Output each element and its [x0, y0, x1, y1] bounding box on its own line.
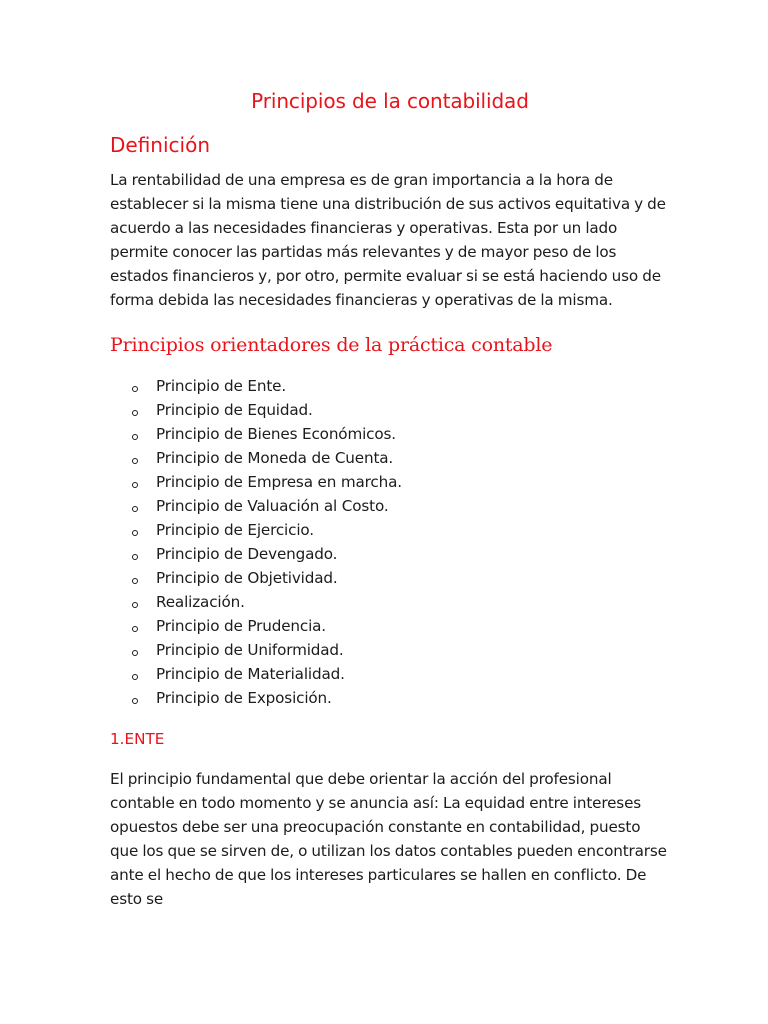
list-item [110, 566, 670, 590]
definition-heading: Definición [110, 133, 210, 157]
bullet-circle-icon [132, 434, 138, 440]
list-item [110, 614, 670, 638]
ente-paragraph: El principio fundamental que debe orientar la acción del profesional contable en todo momento y se anuncia así: La equidad entre intereses opuestos debe ser una preocupación constante en contabilidad, puesto que los que se sirven de, o utilizan los datos contables pueden encontrarse ante el hecho de que los intereses particulares se hallen en conflicto. De esto se [110, 770, 667, 908]
list-item-text: Realización. [156, 593, 245, 611]
list-item-text: Principio de Objetividad. [156, 569, 338, 587]
list-item-text: Principio de Uniformidad. [156, 641, 344, 659]
principles-list [110, 374, 670, 710]
list-item-text: Principio de Devengado. [156, 545, 338, 563]
bullet-circle-icon [132, 698, 138, 704]
bullet-circle-icon [132, 386, 138, 392]
document-title: Principios de la contabilidad [251, 89, 529, 113]
list-item [110, 398, 670, 422]
list-item-text: Principio de Ente. [156, 377, 286, 395]
list-item [110, 638, 670, 662]
list-item [110, 422, 670, 446]
list-item-text: Principio de Empresa en marcha. [156, 473, 402, 491]
bullet-circle-icon [132, 506, 138, 512]
definition-paragraph: La rentabilidad de una empresa es de gran importancia a la hora de establecer si la misma tiene una distribución de sus activos equitativa y de acuerdo a las necesidades financieras y operativas. Esta por un lado permite conocer las partidas más relevantes y de mayor peso de los estados financieros y, por otro, permite evaluar si se está haciendo uso de forma debida las necesidades financieras y operativas de la misma. [110, 171, 666, 309]
bullet-circle-icon [132, 530, 138, 536]
list-item-text: Principio de Equidad. [156, 401, 313, 419]
section-heading-ente: 1.ENTE [110, 730, 165, 748]
list-item-text: Principio de Ejercicio. [156, 521, 314, 539]
bullet-circle-icon [132, 458, 138, 464]
bullet-circle-icon [132, 410, 138, 416]
list-item [110, 662, 670, 686]
bullet-circle-icon [132, 482, 138, 488]
list-item [110, 374, 670, 398]
bullet-circle-icon [132, 602, 138, 608]
bullet-circle-icon [132, 674, 138, 680]
list-item [110, 686, 670, 710]
list-item-text: Principio de Materialidad. [156, 665, 345, 683]
list-item [110, 542, 670, 566]
bullet-circle-icon [132, 554, 138, 560]
list-item [110, 446, 670, 470]
bullet-circle-icon [132, 626, 138, 632]
list-item [110, 590, 670, 614]
list-item-text: Principio de Valuación al Costo. [156, 497, 389, 515]
list-item-text: Principio de Prudencia. [156, 617, 326, 635]
principles-heading: Principios orientadores de la práctica contable [110, 334, 553, 356]
list-item-text: Principio de Moneda de Cuenta. [156, 449, 394, 467]
list-item [110, 518, 670, 542]
bullet-circle-icon [132, 578, 138, 584]
list-item-text: Principio de Bienes Económicos. [156, 425, 396, 443]
document-content [110, 86, 670, 911]
list-item [110, 494, 670, 518]
bullet-circle-icon [132, 650, 138, 656]
list-item [110, 470, 670, 494]
list-item-text: Principio de Exposición. [156, 689, 332, 707]
